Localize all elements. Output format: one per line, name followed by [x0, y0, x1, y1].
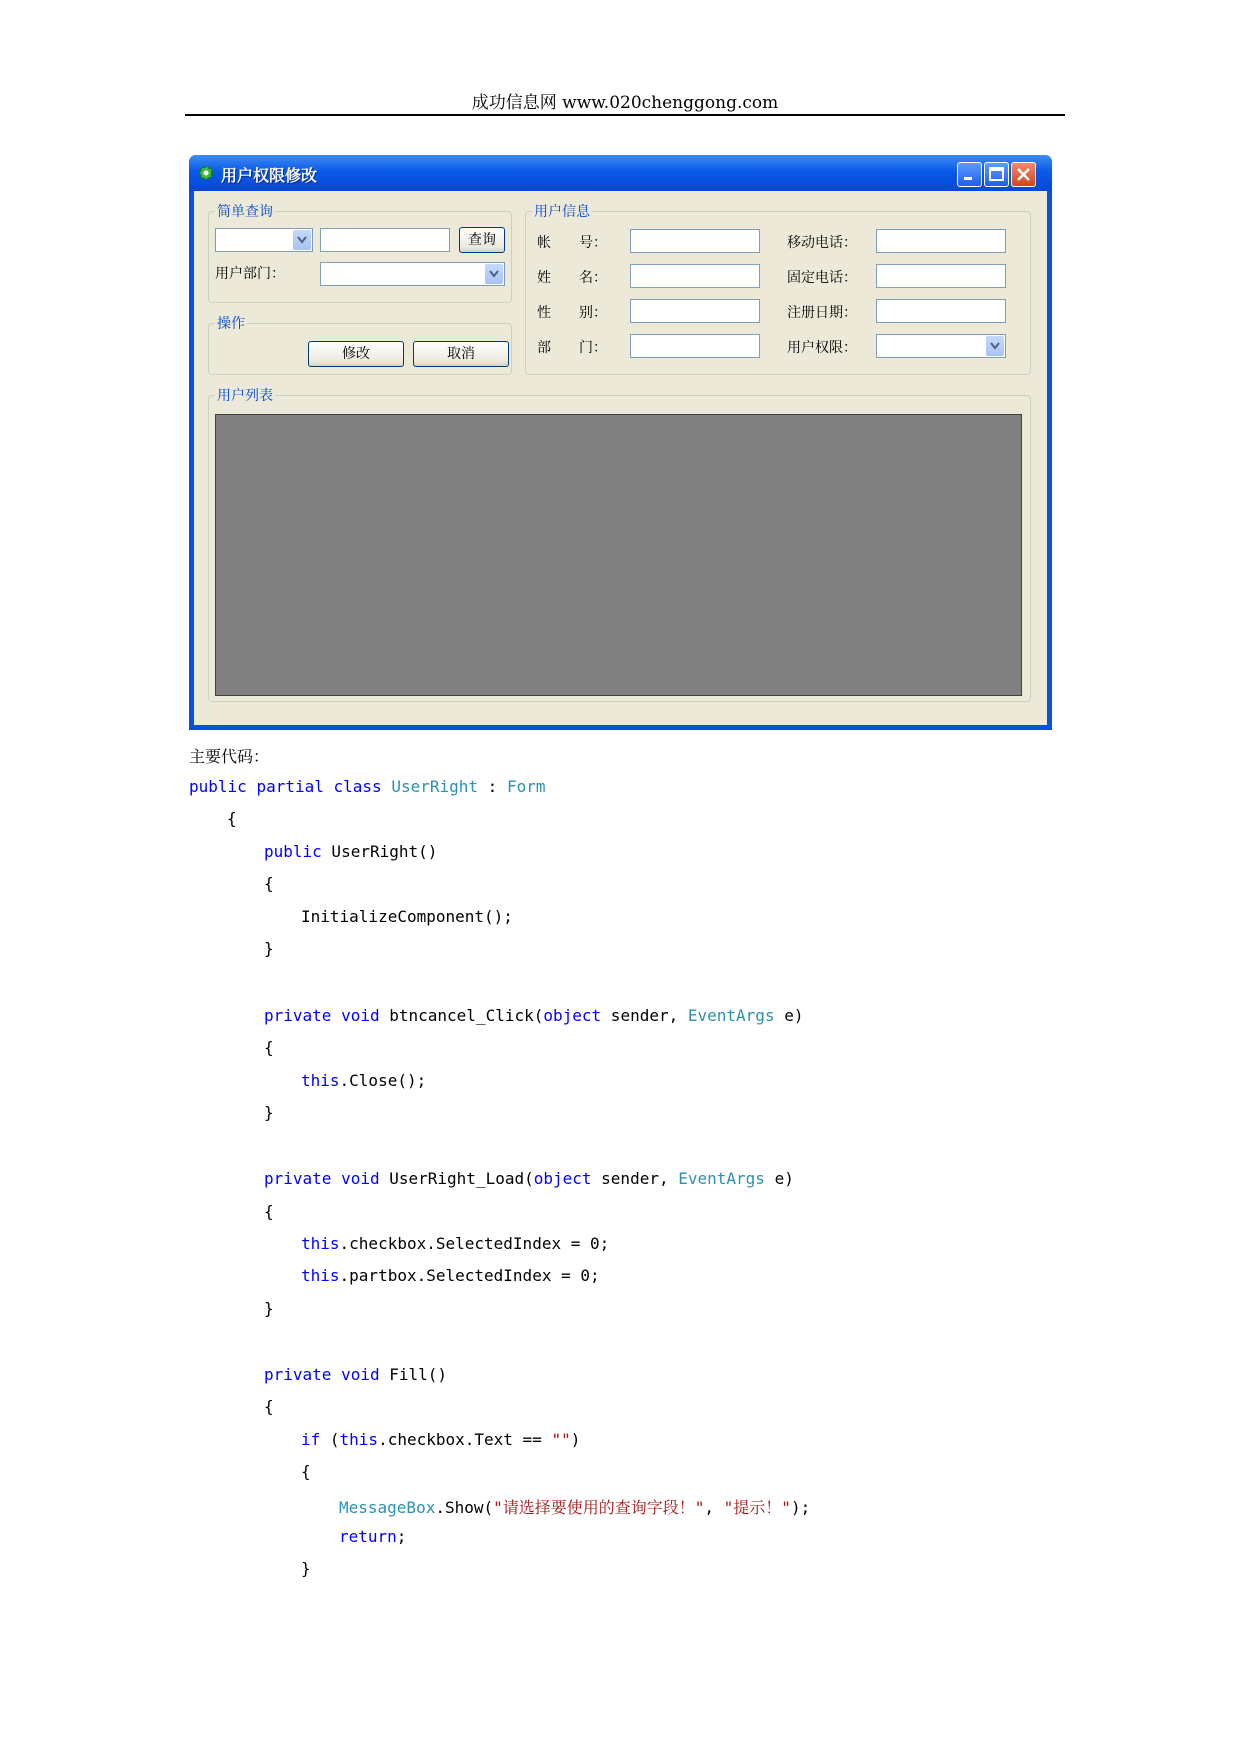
code-token: .checkbox.Text == [378, 1430, 552, 1449]
user-info-group [525, 204, 1031, 375]
code-token: .Close(); [339, 1071, 427, 1090]
phone-input[interactable] [876, 264, 1006, 288]
chevron-down-icon[interactable] [485, 264, 503, 284]
code-token: private [264, 1365, 332, 1384]
code-token: class [333, 777, 382, 796]
code-token: partial [256, 777, 324, 796]
modify-button[interactable]: 修改 [308, 341, 404, 367]
code-line [301, 1234, 609, 1253]
permission-label: 用户权限： [787, 340, 857, 356]
code-token: ( [320, 1430, 340, 1449]
minimize-button[interactable] [957, 162, 982, 187]
code-line: { [264, 874, 274, 893]
code-token: btncancel_Click( [379, 1006, 544, 1025]
code-token: private [264, 1006, 332, 1025]
code-line: } [264, 1299, 274, 1318]
code-line [339, 1495, 810, 1518]
query-dept-combo[interactable] [320, 262, 505, 286]
account-input[interactable] [630, 229, 760, 253]
code-line: } [264, 939, 274, 958]
query-button[interactable]: 查询 [459, 227, 505, 253]
code-line [264, 1006, 803, 1025]
dept-input[interactable] [630, 334, 760, 358]
code-token: sender, [601, 1006, 688, 1025]
code-token: if [301, 1430, 321, 1449]
code-token: .checkbox.SelectedIndex = 0; [339, 1234, 610, 1253]
account-label: 帐 号： [537, 235, 607, 251]
code-token: void [341, 1006, 380, 1025]
query-input[interactable] [320, 228, 450, 252]
code-token: "请选择要使用的查询字段！" [493, 1498, 705, 1517]
code-token: Fill() [379, 1365, 448, 1384]
query-group-label: 简单查询 [215, 201, 275, 221]
code-token: ); [790, 1498, 811, 1517]
code-token [331, 1169, 341, 1188]
permission-combo[interactable] [876, 334, 1006, 358]
code-token: , [704, 1498, 724, 1517]
code-token: UserRight() [321, 842, 438, 861]
code-token: object [533, 1169, 592, 1188]
chevron-down-icon[interactable] [986, 336, 1004, 356]
code-token: void [341, 1169, 380, 1188]
operation-group [208, 316, 512, 375]
code-token [247, 777, 257, 796]
code-token: UserRight_Load( [379, 1169, 534, 1188]
code-token: e) [764, 1169, 794, 1188]
code-token: private [264, 1169, 332, 1188]
gear-icon [197, 164, 215, 182]
code-token: ; [396, 1527, 407, 1546]
code-token [331, 1006, 341, 1025]
code-token: EventArgs [678, 1169, 765, 1188]
reg-date-input[interactable] [876, 299, 1006, 323]
cancel-button[interactable]: 取消 [413, 341, 509, 367]
code-caption: 主要代码： [189, 747, 270, 766]
code-line: { [264, 1038, 274, 1057]
code-token: EventArgs [687, 1006, 775, 1025]
code-token: void [341, 1365, 380, 1384]
reg-date-label: 注册日期： [787, 305, 857, 321]
code-token: public [264, 842, 322, 861]
gender-label: 性 别： [537, 305, 607, 321]
code-line [264, 1365, 447, 1384]
phone-label: 固定电话： [787, 270, 857, 286]
code-token [382, 777, 392, 796]
dept-label: 部 门： [537, 340, 607, 356]
code-line: { [264, 1397, 274, 1416]
code-line [264, 842, 437, 861]
name-label: 姓 名： [537, 270, 607, 286]
name-input[interactable] [630, 264, 760, 288]
code-token: public [189, 777, 247, 796]
operation-group-label: 操作 [215, 313, 247, 333]
code-line [301, 1266, 600, 1285]
code-line: { [264, 1202, 274, 1221]
user-list-grid[interactable] [215, 414, 1022, 696]
code-token: this [301, 1071, 340, 1090]
code-token: : [478, 777, 507, 796]
code-token: return [339, 1527, 397, 1546]
query-group [208, 204, 512, 303]
code-token: ) [570, 1430, 581, 1449]
code-line: } [301, 1559, 311, 1578]
user-list-group [208, 388, 1031, 702]
code-token: .partbox.SelectedIndex = 0; [339, 1266, 600, 1285]
code-token: "提示！" [723, 1498, 791, 1517]
code-token: .Show( [435, 1498, 494, 1517]
code-line: } [264, 1103, 274, 1122]
code-line [301, 1071, 426, 1090]
code-line [189, 777, 545, 796]
code-line [264, 1169, 794, 1188]
mobile-label: 移动电话： [787, 235, 857, 251]
code-line: { [301, 1462, 311, 1481]
title-bar[interactable] [189, 155, 1052, 191]
window-client [194, 191, 1047, 725]
code-token: this [339, 1430, 379, 1449]
code-line [301, 1430, 580, 1449]
code-line: { [227, 809, 237, 828]
window [189, 155, 1052, 730]
code-line: InitializeComponent(); [301, 907, 513, 926]
user-list-group-label: 用户列表 [215, 385, 275, 405]
code-token: "" [551, 1430, 571, 1449]
close-button[interactable] [1011, 162, 1036, 187]
code-token: MessageBox [339, 1498, 436, 1517]
code-token: object [543, 1006, 602, 1025]
mobile-input[interactable] [876, 229, 1006, 253]
code-token: this [301, 1266, 340, 1285]
maximize-button[interactable] [984, 162, 1009, 187]
code-token: this [301, 1234, 340, 1253]
user-info-group-label: 用户信息 [532, 201, 592, 221]
query-dept-label: 用户部门： [215, 266, 285, 282]
gender-input[interactable] [630, 299, 760, 323]
code-token: e) [774, 1006, 804, 1025]
query-field-combo[interactable] [215, 228, 313, 252]
code-token: UserRight [391, 777, 479, 796]
code-token: Form [506, 777, 546, 796]
code-token: sender, [591, 1169, 679, 1188]
header-rule [185, 114, 1065, 116]
code-token [331, 1365, 341, 1384]
page-header: 成功信息网 www.020chenggong.com [471, 93, 779, 113]
chevron-down-icon[interactable] [293, 230, 311, 250]
code-token [324, 777, 334, 796]
window-title: 用户权限修改 [221, 166, 318, 185]
code-line [339, 1527, 406, 1546]
